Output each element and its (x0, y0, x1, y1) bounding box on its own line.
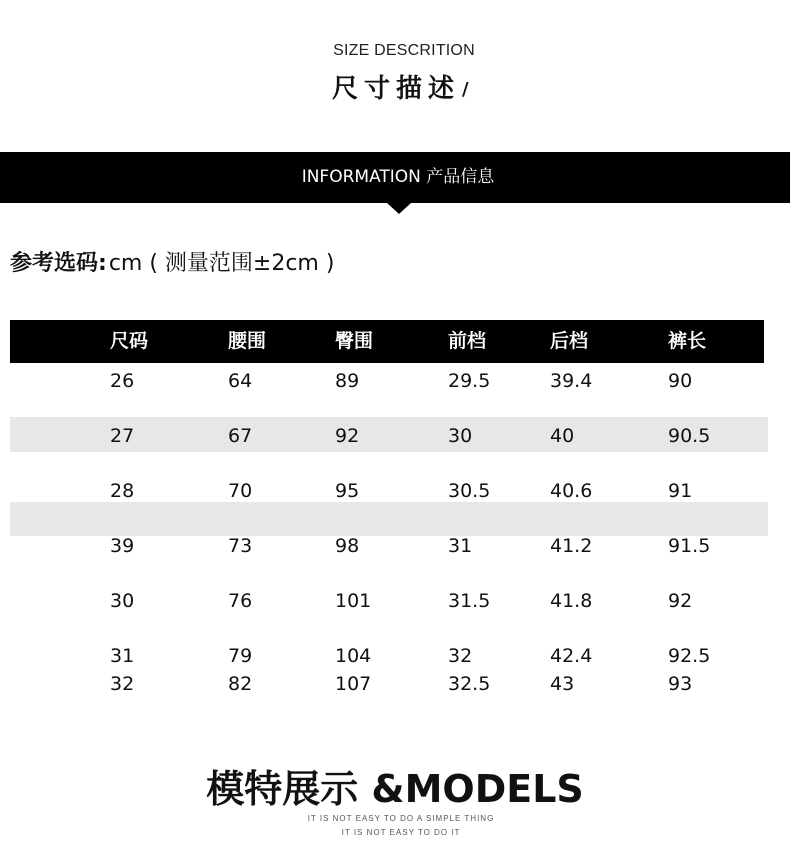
table-row (10, 477, 764, 505)
table-cell-front-rise: 32.5 (448, 673, 491, 695)
table-cell-waist: 76 (228, 590, 253, 612)
table-cell-pant-length: 92 (668, 590, 693, 612)
information-banner-text: INFORMATION 产品信息 (301, 167, 495, 187)
table-cell-waist: 70 (228, 480, 253, 502)
table-header-waist: 腰围 (228, 330, 267, 352)
models-section-title: 模特展示 &MODELS (206, 767, 584, 811)
table-cell-pant-length: 91.5 (668, 535, 711, 557)
size-description-title (332, 68, 469, 105)
table-row (10, 587, 764, 615)
table-cell-back-rise: 39.4 (550, 370, 593, 392)
table-cell-front-rise: 31 (448, 535, 473, 557)
table-row (10, 532, 764, 560)
table-header-size: 尺码 (110, 330, 149, 352)
size-table-header (10, 320, 764, 363)
table-header-pant-length: 裤长 (668, 330, 707, 352)
table-cell-waist: 64 (228, 370, 253, 392)
table-row (10, 642, 764, 670)
table-cell-front-rise: 30 (448, 425, 473, 447)
table-cell-hip: 98 (335, 535, 360, 557)
table-row (10, 422, 764, 450)
table-cell-hip: 89 (335, 370, 360, 392)
table-cell-size: 39 (110, 535, 135, 557)
size-description-title-text: 尺寸描述 (332, 74, 461, 104)
table-cell-hip: 107 (335, 673, 372, 695)
table-row (10, 670, 764, 698)
table-cell-pant-length: 93 (668, 673, 693, 695)
models-slogan-line-2: IT IS NOT EASY TO DO IT (341, 828, 461, 837)
size-description-heading: SIZE DESCRITION (333, 42, 475, 59)
size-reference-value: cm ( 测量范围±2cm ) (108, 251, 335, 276)
table-cell-hip: 104 (335, 645, 372, 667)
size-reference-label: 参考选码: (10, 251, 107, 276)
table-cell-back-rise: 40.6 (550, 480, 593, 502)
table-cell-size: 26 (110, 370, 135, 392)
size-table (10, 320, 764, 710)
models-slogan-line-1: IT IS NOT EASY TO DO A SIMPLE THING (307, 814, 495, 823)
table-cell-back-rise: 43 (550, 673, 575, 695)
table-cell-waist: 67 (228, 425, 253, 447)
table-cell-pant-length: 92.5 (668, 645, 711, 667)
table-cell-back-rise: 40 (550, 425, 575, 447)
table-cell-pant-length: 90.5 (668, 425, 711, 447)
table-cell-size: 32 (110, 673, 135, 695)
table-cell-pant-length: 91 (668, 480, 693, 502)
table-row-stripe (10, 502, 768, 536)
table-cell-hip: 95 (335, 480, 360, 502)
table-cell-size: 31 (110, 645, 135, 667)
banner-arrow-icon (387, 203, 411, 214)
table-cell-waist: 79 (228, 645, 253, 667)
table-cell-back-rise: 41.2 (550, 535, 593, 557)
table-cell-back-rise: 42.4 (550, 645, 593, 667)
table-cell-front-rise: 30.5 (448, 480, 491, 502)
table-header-hip: 臀围 (335, 330, 374, 352)
table-cell-back-rise: 41.8 (550, 590, 593, 612)
table-cell-size: 27 (110, 425, 135, 447)
table-cell-front-rise: 32 (448, 645, 473, 667)
table-cell-front-rise: 31.5 (448, 590, 491, 612)
information-banner (0, 152, 790, 203)
table-header-back-rise: 后档 (550, 330, 589, 352)
table-cell-hip: 92 (335, 425, 360, 447)
table-cell-size: 28 (110, 480, 135, 502)
size-reference-line (10, 246, 334, 277)
table-cell-hip: 101 (335, 590, 372, 612)
size-description-slash: / (462, 79, 469, 100)
table-cell-front-rise: 29.5 (448, 370, 491, 392)
table-cell-size: 30 (110, 590, 135, 612)
table-cell-waist: 73 (228, 535, 253, 557)
table-row (10, 367, 764, 395)
table-header-front-rise: 前档 (448, 330, 487, 352)
table-cell-waist: 82 (228, 673, 253, 695)
table-cell-pant-length: 90 (668, 370, 693, 392)
